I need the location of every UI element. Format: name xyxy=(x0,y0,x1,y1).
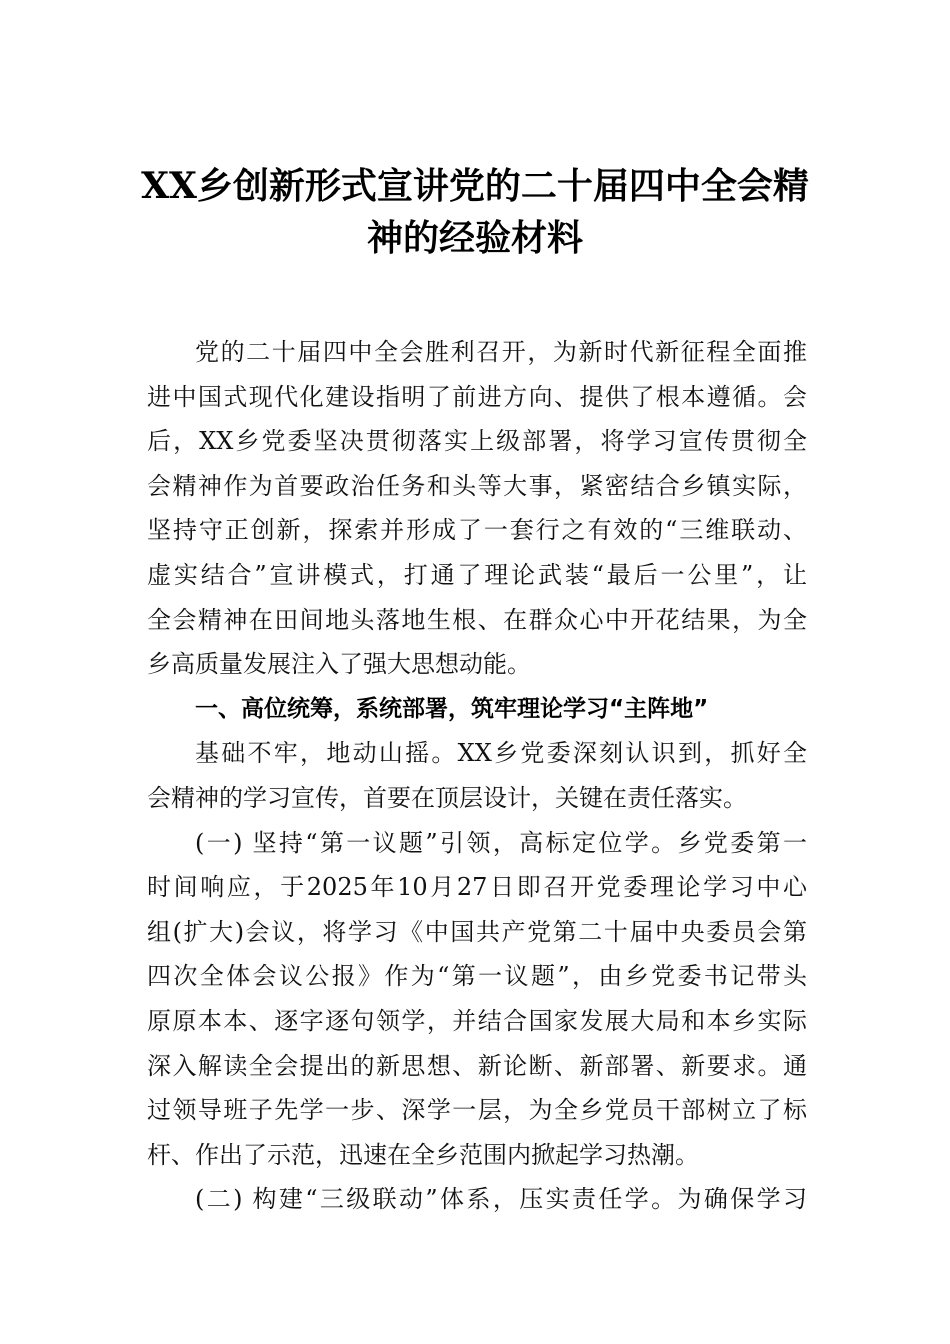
text-line: 会精神作为首要政治任务和头等大事，紧密结合乡镇实际， xyxy=(147,471,807,500)
text-line: 杆、作出了示范，迅速在全乡范围内掀起学习热潮。 xyxy=(147,1140,699,1169)
text-line: 党的二十届四中全会胜利召开，为新时代新征程全面推 xyxy=(195,338,807,366)
text-line: 基础不牢，地动山摇。XX乡党委深刻认识到，抓好全 xyxy=(195,739,807,768)
text-line: 会精神的学习宣传，首要在顶层设计，关键在责任落实。 xyxy=(147,783,747,812)
section-heading-1: 一、高位统筹，系统部署，筑牢理论学习“主阵地” xyxy=(195,695,709,722)
text-line: 过领导班子先学一步、深学一层，为全乡党员干部树立了标 xyxy=(147,1096,807,1125)
text-line: (一) 坚持“第一议题”引领，高标定位学。乡党委第一 xyxy=(195,828,807,857)
document-title xyxy=(120,160,830,264)
subsection-2-paragraph xyxy=(147,1177,807,1222)
text-line: 坚持守正创新，探索并形成了一套行之有效的“三维联动、 xyxy=(147,516,807,545)
text-line: 全会精神在田间地头落地生根、在群众心中开花结果，为全 xyxy=(147,605,807,634)
text-line: (二) 构建“三级联动”体系，压实责任学。为确保学习 xyxy=(195,1185,807,1214)
text-line: 原原本本、逐字逐句领学，并结合国家发展大局和本乡实际 xyxy=(147,1006,807,1035)
text-line: 乡高质量发展注入了强大思想动能。 xyxy=(147,650,531,679)
text-line: 进中国式现代化建设指明了前进方向、提供了根本遵循。会 xyxy=(147,382,807,411)
text-line: 时间响应，于2025年10月27日即召开党委理论学习中心 xyxy=(147,873,807,902)
document-body xyxy=(147,330,807,1222)
text-line: 虚实结合”宣讲模式，打通了理论武装“最后一公里”，让 xyxy=(147,560,807,589)
title-line-2: 神的经验材料 xyxy=(366,217,583,259)
section1-lead-paragraph xyxy=(147,731,807,820)
subsection-1-paragraph xyxy=(147,821,807,1178)
text-line: 组(扩大)会议，将学习《中国共产党第二十届中央委员会第 xyxy=(147,917,807,946)
text-line: 深入解读全会提出的新思想、新论断、新部署、新要求。通 xyxy=(147,1051,807,1080)
text-line: 四次全体会议公报》作为“第一议题”，由乡党委书记带头 xyxy=(147,962,807,991)
text-line: 后，XX乡党委坚决贯彻落实上级部署，将学习宣传贯彻全 xyxy=(147,427,807,456)
intro-paragraph xyxy=(147,330,807,687)
title-line-1: XX乡创新形式宣讲党的二十届四中全会精 xyxy=(141,165,809,207)
